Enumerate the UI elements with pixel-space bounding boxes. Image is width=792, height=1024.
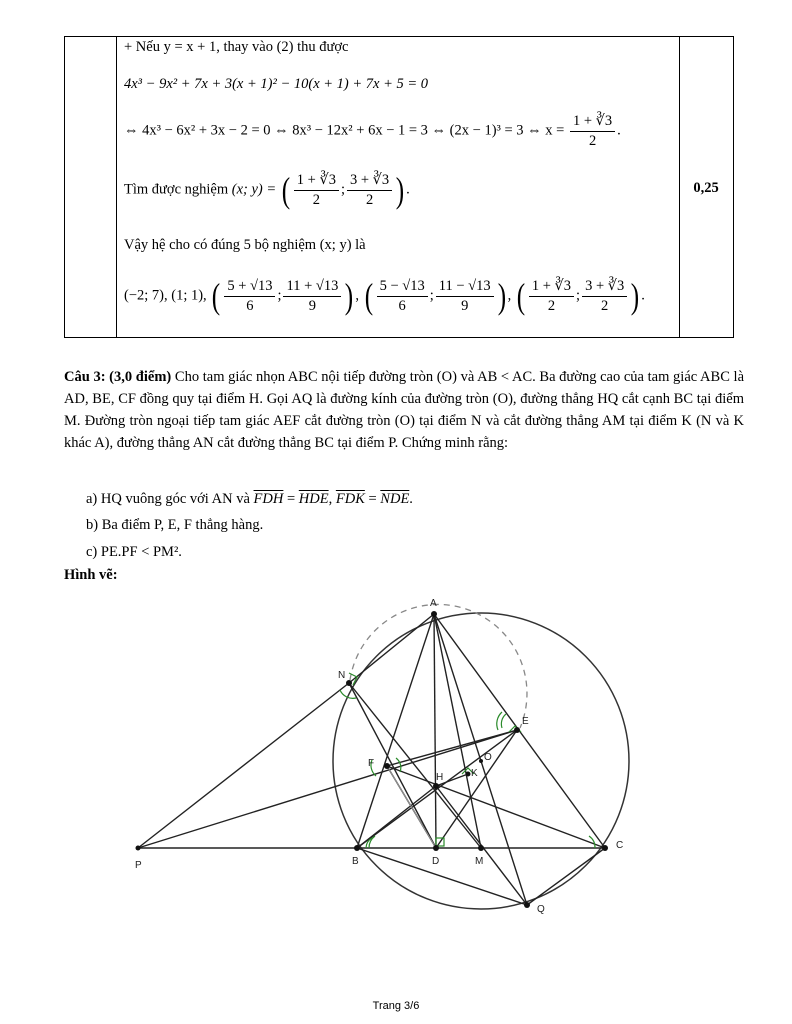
- table-row-5: Vậy hệ cho có đúng 5 bộ nghiệm (x; y) là: [124, 237, 366, 253]
- row4-var: (x; y) =: [231, 181, 277, 198]
- label-o: O: [484, 752, 492, 763]
- part-c: c) PE.PF < PM².: [86, 544, 182, 560]
- label-e: E: [522, 716, 529, 727]
- label-b: B: [352, 856, 359, 867]
- part-b: b) Ba điểm P, E, F thẳng hàng.: [86, 517, 264, 533]
- problem-text: Cho tam giác nhọn ABC nội tiếp đường tròn (O) và AB < AC. Ba đường cao của tam giác ABC là AD, BE, CF đồng quy tại điểm H. Gọi AQ là đường kính của đường tròn (O), đường thẳng HQ cắt cạnh BC tại điểm M. Đường tròn ngoại tiếp tam giác AEF cắt đường tròn (O) tại điểm N và cắt đường thẳng AM tại điểm K (N và K khác A), đường thẳng AN cắt đường thẳng BC tại điểm P. Chứng minh rằng:: [64, 369, 744, 451]
- sol4-n1: 5 − √13: [377, 279, 428, 297]
- sol4-d2: 9: [461, 297, 469, 314]
- label-h: H: [436, 772, 444, 783]
- table-row-4: Tìm được nghiệm (x; y) = ( $\frac{1 + ∛3}{2}$ ; $\frac{3 + ∛3}{2}$ ) .: [124, 170, 410, 210]
- angle-fdk: $\overline{FDK}$: [335, 491, 365, 507]
- sol3-n1: 5 + √13: [224, 279, 275, 297]
- row3-den: 2: [588, 132, 597, 149]
- label-f: F: [368, 758, 375, 769]
- table-row-6: (−2; 7), (1; 1), ( $\frac{5 + √13}{6}$ ; $\frac{11 + √13}{9}$ ) , ( $\frac{5 - √13}{6}$ ; $\frac{11 - √13}{9}$ ) , ( $\frac{1 + ∛3}{2}$ ; $\frac{3 + ∛3}{2}$ ) .: [124, 276, 645, 316]
- label-k: K: [471, 768, 478, 779]
- angle-marks: [340, 673, 595, 848]
- row3-text: ⇔ 4x³ − 6x² + 3x − 2 = 0 ⇔ 8x³ − 12x² + 6x − 1 = 3 ⇔ (2x − 1)³ = 3 ⇔ x =: [124, 122, 565, 139]
- row4-f1-den: 2: [312, 191, 320, 208]
- part-a: a) HQ vuông góc với AN và $\overline{FDH} = \overline{HDE}$, $\overline{FDK} = \overline{NDE}$.: [86, 491, 413, 507]
- figure-heading: Hình vẽ:: [64, 567, 118, 583]
- sol4-n2: 11 − √13: [436, 279, 494, 297]
- angle-nde: $\overline{NDE}$: [380, 491, 410, 507]
- circle-aef: [350, 604, 527, 728]
- score-cell: 0,25: [693, 180, 719, 196]
- label-c: C: [616, 840, 624, 851]
- angle-hde: $\overline{HDE}$: [298, 491, 329, 507]
- label-n: N: [338, 670, 346, 681]
- row4-prefix: Tìm được nghiệm: [124, 181, 229, 198]
- table-row-3: ⇔ 4x³ − 6x² + 3x − 2 = 0 ⇔ 8x³ − 12x² + 6x − 1 = 3 ⇔ (2x − 1)³ = 3 ⇔ x = $\frac{1 + ∛3}{2}$ .: [124, 113, 621, 149]
- label-d: D: [432, 856, 440, 867]
- label-p: P: [135, 860, 142, 871]
- label-q: Q: [537, 904, 545, 915]
- sol5-n2: 3 + ∛3: [582, 279, 627, 297]
- sol5-n1: 1 + ∛3: [529, 279, 574, 297]
- sol3-d2: 9: [308, 297, 317, 314]
- sol5-d2: 2: [601, 297, 609, 314]
- sol5-d1: 2: [547, 297, 556, 314]
- row6-first: (−2; 7), (1; 1),: [124, 287, 207, 304]
- row4-f1-num: 1 + ∛3: [294, 173, 339, 191]
- label-m: M: [475, 856, 484, 867]
- problem-heading: Câu 3: (3,0 điểm): [64, 369, 172, 385]
- part-a-text: a) HQ vuông góc với AN và: [86, 491, 250, 507]
- table-row-2: 4x³ − 9x² + 7x + 3(x + 1)² − 10(x + 1) + 7x + 5 = 0: [124, 76, 429, 92]
- label-a: A: [430, 598, 437, 609]
- sol3-n2: 11 + √13: [283, 279, 341, 297]
- page-footer: Trang 3/6: [372, 1000, 420, 1012]
- table-row-1: + Nếu y = x + 1, thay vào (2) thu được: [124, 39, 349, 55]
- angle-fdh: $\overline{FDH}$: [253, 491, 284, 507]
- sol4-d1: 6: [398, 297, 406, 314]
- sol3-d1: 6: [246, 297, 254, 314]
- row4-f2-den: 2: [365, 191, 374, 208]
- row4-f2-num: 3 + ∛3: [347, 173, 392, 191]
- line-fd: [387, 766, 436, 848]
- row3-num: 1 + ∛3: [570, 114, 615, 132]
